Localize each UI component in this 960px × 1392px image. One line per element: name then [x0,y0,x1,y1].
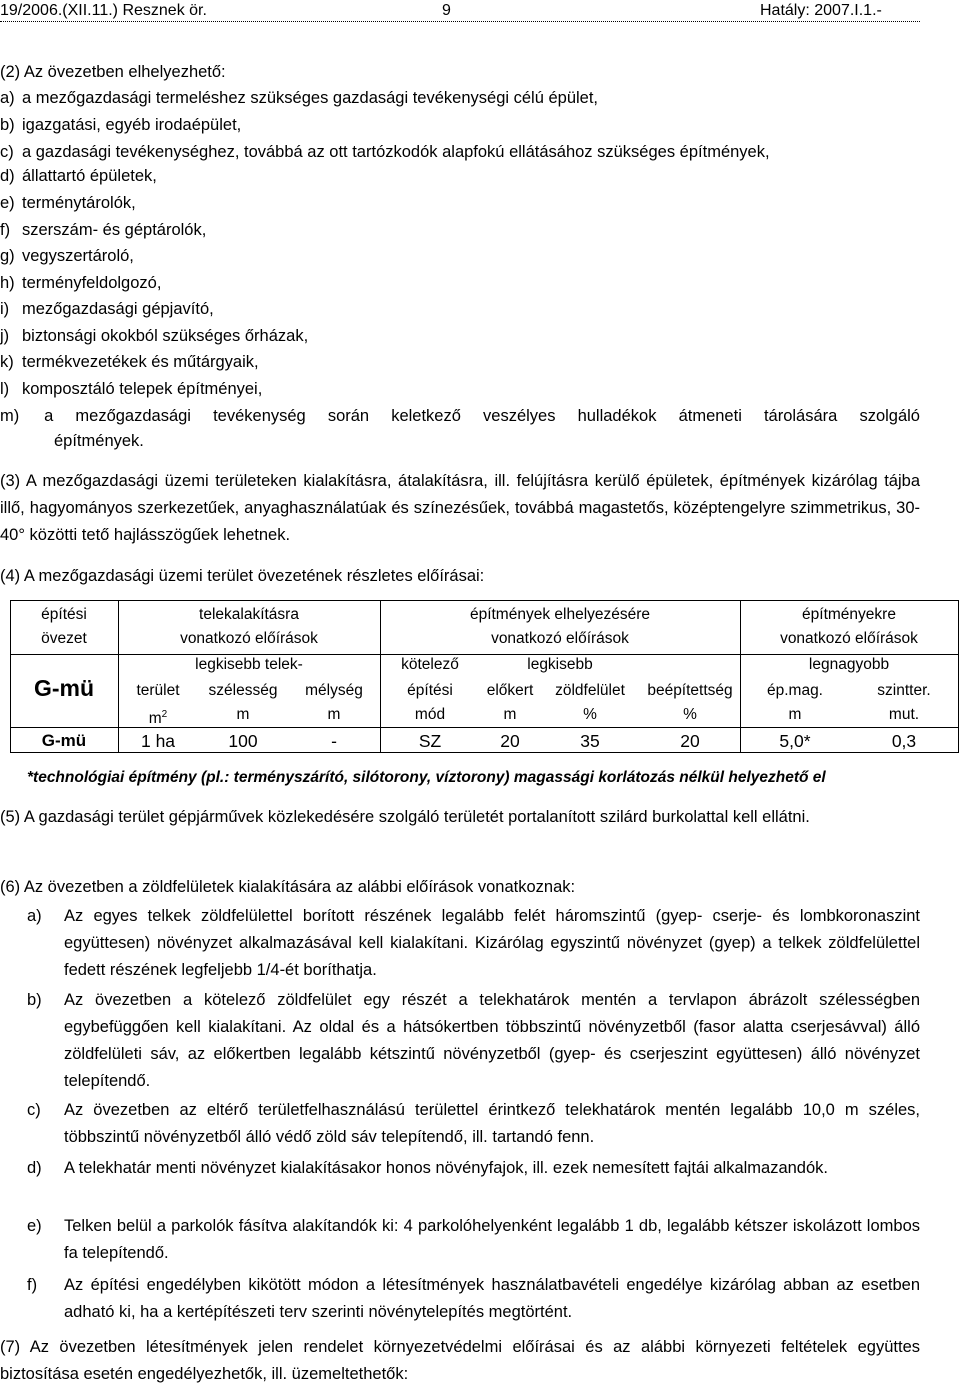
section-3-paragraph: (3) A mezőgazdasági üzemi területeken kialakításra, átalakításra, ill. felújításra kerülő épületek, építmények kizárólag tájba illő, hagyományos szerkezetűek, anyaghasználatúak és színezésűek, továbbá magastetős, középtengelyre szimmetrikus, 30-40° közötti tető hajlásszögűek lehetnek. [0,472,920,544]
item-text: vegyszertároló, [22,247,134,265]
section-6-item-b: Az övezetben a kötelező zöldfelület egy részét a telekhatárok mentén a tervlapon ábrázolt szélességben egybefüggően kell kialakítani. Az oldal és a hátsókertben többszintű növényzetből (fasor alatta cserjesávval) álló zöldfelületi sáv, az előkertben legalább kétszintű növényzetből (gyep- és cserjeszint együttesen) álló növényzet telepítendő. [64,991,920,1090]
th-col: mélység m [305,682,363,723]
list-item [0,326,308,346]
item-label: d) [27,1159,42,1177]
th-col: építési mód [407,682,453,723]
section-7-paragraph: (7) Az övezetben létesítmények jelen rendelet környezetvédelmi előírásai és az alábbi környezeti feltételek együttes biztosítása esetén engedélyezhetők, ill. üzemeltethetők: [0,1338,920,1383]
td-width: 100 [228,731,258,751]
header-page-number: 9 [442,2,451,19]
th-placement: építmények elhelyezésére vonatkozó előírások [469,606,651,647]
table-border-top [10,600,958,601]
zone-code-large: G-mü [33,675,95,701]
item-text: szerszám- és géptárolók, [22,221,207,239]
section-6-intro: (6) Az övezetben a zöldfelületek kialakítására az alábbi előírások vonatkoznak: [0,878,576,896]
list-item-m-continuation: építmények. [54,432,144,450]
th-col: szintter. mut. [877,682,931,723]
item-label: i) [0,300,10,318]
item-label: g) [0,247,15,265]
item-text: terménytárolók, [22,194,136,212]
item-text: biztonsági okokból szükséges őrházak, [22,327,309,345]
section-6-item-e: Telken belül a parkolók fásítva alakítandók ki: 4 parkolóhelyenként legalább 1 db, legalább kétszer iskolázott lombos fa telepítendő. [64,1217,920,1262]
item-label: a) [0,89,15,107]
header-regulation-ref: 19/2006.(XII.11.) Resznek ör. [0,2,207,19]
td-front-yard: 20 [500,731,520,751]
list-item [0,220,206,240]
td-depth: - [331,731,337,751]
td-building-mode: SZ [418,731,442,751]
th-col: zöldfelület % [555,682,625,723]
item-text: a mezőgazdasági termeléshez szükséges gazdasági tevékenységi célú épület, [22,89,599,107]
header-rule [0,21,920,22]
list-item [0,88,598,108]
th-plot: telekalakításra vonatkozó előírások [180,606,318,647]
section-6-item-a: Az egyes telkek zöldfelülettel borított részének legalább felét háromszintű (gyep- cserje- és lombkoronaszint együttesen) növényzet alkalmazásával kell kialakítani. Kizárólag egyszintű növényzet (gyep) a telkek zöldfelülettel fedett részének legfeljebb 1/4-ét boríthatja. [64,907,920,979]
header-effective-date: Hatály: 2007.I.1.- [760,2,882,19]
item-label: a) [27,907,42,925]
th-sub-smallest-plot: legkisebb telek- [195,656,303,673]
section-6-item-c: Az övezetben az eltérő területfelhasználású területtel érintkező telekhatárok mentén legalább 10,0 m széles, többszintű növényzetből álló védő zöld sáv telepítendő, ill. tartandó fenn. [64,1101,920,1146]
td-area: 1 ha [140,731,176,751]
table-border-right [958,600,959,753]
td-floor-index: 0,3 [891,731,917,751]
list-item [0,299,214,319]
section-2-intro: (2) Az övezetben elhelyezhető: [0,63,226,81]
list-item [0,273,161,293]
th-col: beépítettség % [647,682,733,723]
list-item [0,166,157,186]
item-label: b) [27,991,42,1009]
list-item [0,142,770,162]
list-item [0,379,262,399]
th-buildings: építményekre vonatkozó előírások [780,606,918,647]
list-item [0,115,241,135]
section-6-item-f: Az építési engedélyben kikötött módon a létesítmények használatbavételi engedélye kizárólag abban az esetben adható ki, ha a kertépítészeti terv szerinti növénytelepítés megtörtént. [64,1276,920,1321]
item-label: f) [27,1276,38,1294]
th-col: szélesség m [208,682,278,723]
th-zone: építési övezet [41,606,87,647]
list-item [0,352,259,372]
td-built-ratio: 20 [680,731,700,751]
th-sub-largest: legnagyobb [808,656,890,673]
item-text: a gazdasági tevékenységhez, továbbá az ott tartózkodók alapfokú ellátásához szükséges építmények, [22,143,770,161]
item-text: igazgatási, egyéb irodaépület, [22,116,242,134]
th-col: terület $m^2$ [136,682,180,728]
td-zone: G-mü [41,731,87,750]
th-sub-mandatory: kötelező [401,656,459,673]
td-height: 5,0* [779,731,811,751]
item-label: e) [27,1217,42,1235]
item-label: l) [0,380,10,398]
th-col: ép.mag. m [766,682,823,723]
item-label: h) [0,274,15,292]
list-item-m [0,406,920,426]
item-text: a mezőgazdasági tevékenység során keletkező veszélyes hulladékok átmeneti tárolására szolgáló [44,407,920,425]
item-label: m) [0,407,20,425]
table-footnote: *technológiai építmény (pl.: terményszárító, silótorony, víztorony) magassági korlátozás nélkül helyezhető el [27,769,826,786]
list-item [0,193,136,213]
item-label: j) [0,327,10,345]
item-text: komposztáló telepek építményei, [22,380,263,398]
item-text: mezőgazdasági gépjavító, [22,300,214,318]
item-text: terményfeldolgozó, [22,274,162,292]
item-label: c) [27,1101,41,1119]
item-label: f) [0,221,11,239]
th-col: előkert m [486,682,534,723]
section-4-intro: (4) A mezőgazdasági üzemi terület övezetének részletes előírásai: [0,567,485,585]
th-sub-smallest: legkisebb [527,656,593,673]
list-item [0,246,134,266]
item-label: k) [0,353,14,371]
item-label: e) [0,194,15,212]
td-green-area: 35 [580,731,600,751]
item-label: d) [0,167,15,185]
section-6-item-d: A telekhatár menti növényzet kialakításakor honos növényfajok, ill. ezek nemesített fajtái alkalmazandók. [64,1159,828,1177]
item-label: b) [0,116,15,134]
item-label: c) [0,143,14,161]
section-5-paragraph: (5) A gazdasági terület gépjárművek közlekedésére szolgáló területét portalanított szilárd burkolattal kell ellátni. [0,808,810,826]
page-header [0,0,960,22]
item-text: állattartó épületek, [22,167,157,185]
item-text: termékvezetékek és műtárgyaik, [22,353,259,371]
